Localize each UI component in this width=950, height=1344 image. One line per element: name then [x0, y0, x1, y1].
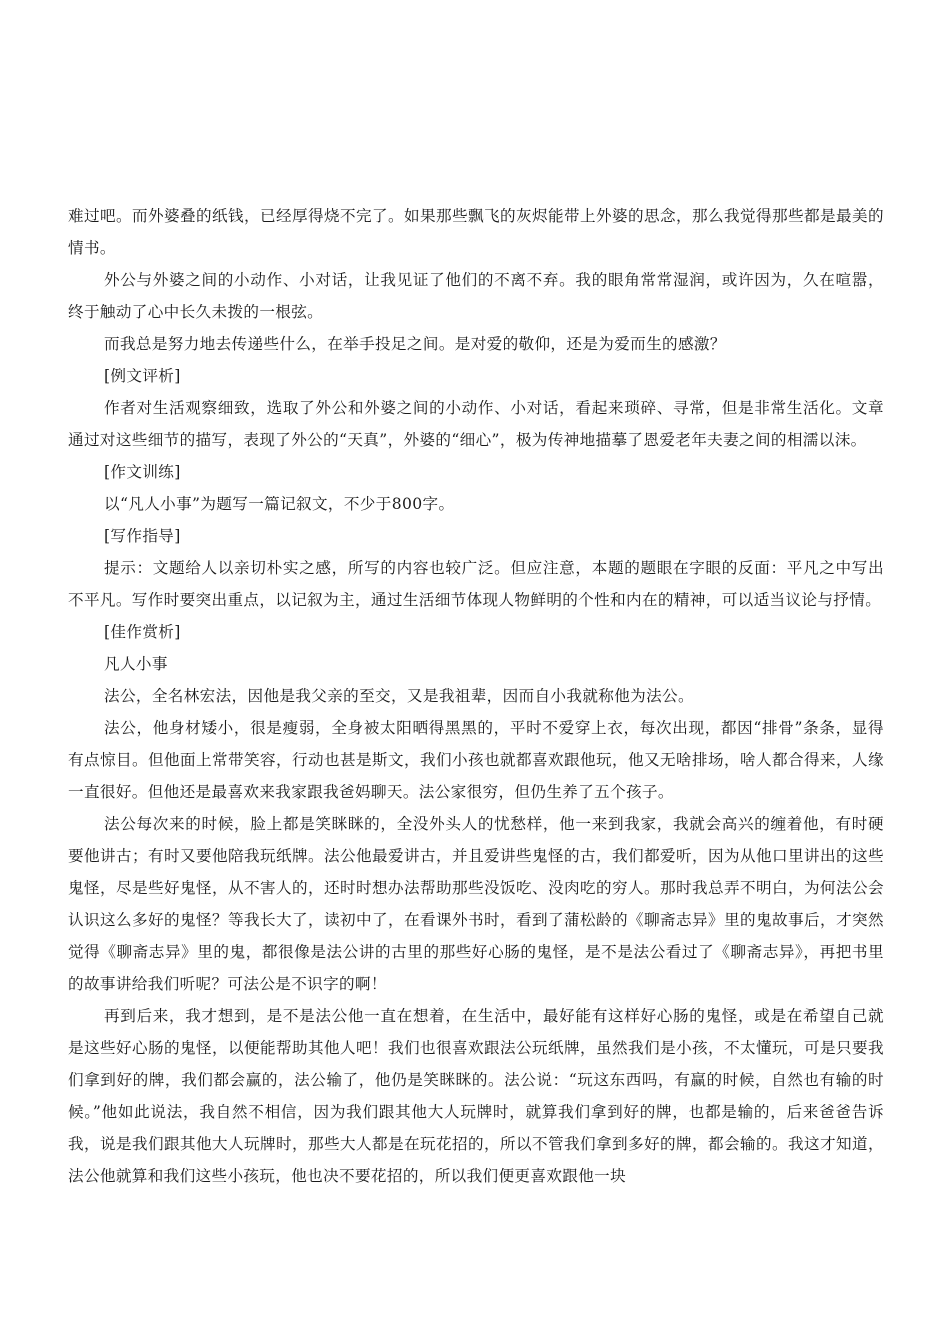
- section-heading-writing-exercise: [作文训练]: [104, 463, 181, 481]
- essay-title: 凡人小事: [104, 655, 168, 673]
- section-heading-writing-guidance: [写作指导]: [104, 527, 181, 545]
- paragraph: 提示：文题给人以亲切朴实之感，所写的内容也较广泛。但应注意，本题的题眼在字眼的反面：平凡之中写出不平凡。写作时要突出重点，以记叙为主，通过生活细节体现人物鲜明的个性和内在的精神，可以适当议论与抒情。: [68, 559, 884, 609]
- paragraph: 再到后来，我才想到，是不是法公他一直在想着，在生活中，最好能有这样好心肠的鬼怪，或是在希望自己就是这些好心肠的鬼怪，以便能帮助其他人吧！我们也很喜欢跟法公玩纸牌，虽然我们是小孩，不太懂玩，可是只要我们拿到好的牌，我们都会赢的，法公输了，他仍是笑眯眯的。法公说：“玩这东西吗，有赢的时候，自然也有输的时候。”他如此说法，我自然不相信，因为我们跟其他大人玩牌时，就算我们拿到好的牌，也都是输的，后来爸爸告诉我，说是我们跟其他大人玩牌时，那些大人都是在玩花招的，所以不管我们拿到多好的牌，都会输的。我这才知道，法公他就算和我们这些小孩玩，他也决不要花招的，所以我们便更喜欢跟他一块: [68, 1007, 884, 1185]
- section-heading-model-essay: [佳作赏析]: [104, 623, 181, 641]
- paragraph: 外公与外婆之间的小动作、小对话，让我见证了他们的不离不弃。我的眼角常常湿润，或许因为，久在喧嚣，终于触动了心中长久未拨的一根弦。: [68, 271, 884, 321]
- paragraph: 法公每次来的时候，脸上都是笑眯眯的，全没外头人的忧愁样，他一来到我家，我就会高兴的缠着他，有时硬要他讲古；有时又要他陪我玩纸牌。法公他最爱讲古，并且爱讲些鬼怪的古，我们都爱听，因为从他口里讲出的这些鬼怪，尽是些好鬼怪，从不害人的，还时时想办法帮助那些没饭吃、没肉吃的穷人。那时我总弄不明白，为何法公会认识这么多好的鬼怪？等我长大了，读初中了，在看课外书时，看到了蒲松龄的《聊斋志异》里的鬼故事后，才突然觉得《聊斋志异》里的鬼，都很像是法公讲的古里的那些好心肠的鬼怪，是不是法公看过了《聊斋志异》，再把书里的故事讲给我们听呢？可法公是不识字的啊！: [68, 815, 884, 993]
- document-page: [68, 200, 884, 1192]
- paragraph: 法公，全名林宏法，因他是我父亲的至交，又是我祖辈，因而自小我就称他为法公。: [104, 687, 694, 705]
- paragraph: 作者对生活观察细致，选取了外公和外婆之间的小动作、小对话，看起来琐碎、寻常，但是非常生活化。文章通过对这些细节的描写，表现了外公的“天真”，外婆的“细心”，极为传神地描摹了恩爱老年夫妻之间的相濡以沫。: [68, 399, 884, 449]
- section-heading-example-review: [例文评析]: [104, 367, 181, 385]
- paragraph-continuation: 难过吧。而外婆叠的纸钱，已经厚得烧不完了。如果那些飘飞的灰烬能带上外婆的思念，那么我觉得那些都是最美的情书。: [68, 207, 884, 257]
- paragraph: 以“凡人小事”为题写一篇记叙文，不少于800字。: [104, 495, 455, 513]
- paragraph: 而我总是努力地去传递些什么，在举手投足之间。是对爱的敬仰，还是为爱而生的感激？: [104, 335, 726, 353]
- paragraph: 法公，他身材矮小，很是瘦弱，全身被太阳晒得黑黑的，平时不爱穿上衣，每次出现，都因“排骨”条条，显得有点惊目。但他面上常带笑容，行动也甚是斯文，我们小孩也就都喜欢跟他玩，他又无啥排场，啥人都合得来，人缘一直很好。但他还是最喜欢来我家跟我爸妈聊天。法公家很穷，但仍生养了五个孩子。: [68, 719, 884, 801]
